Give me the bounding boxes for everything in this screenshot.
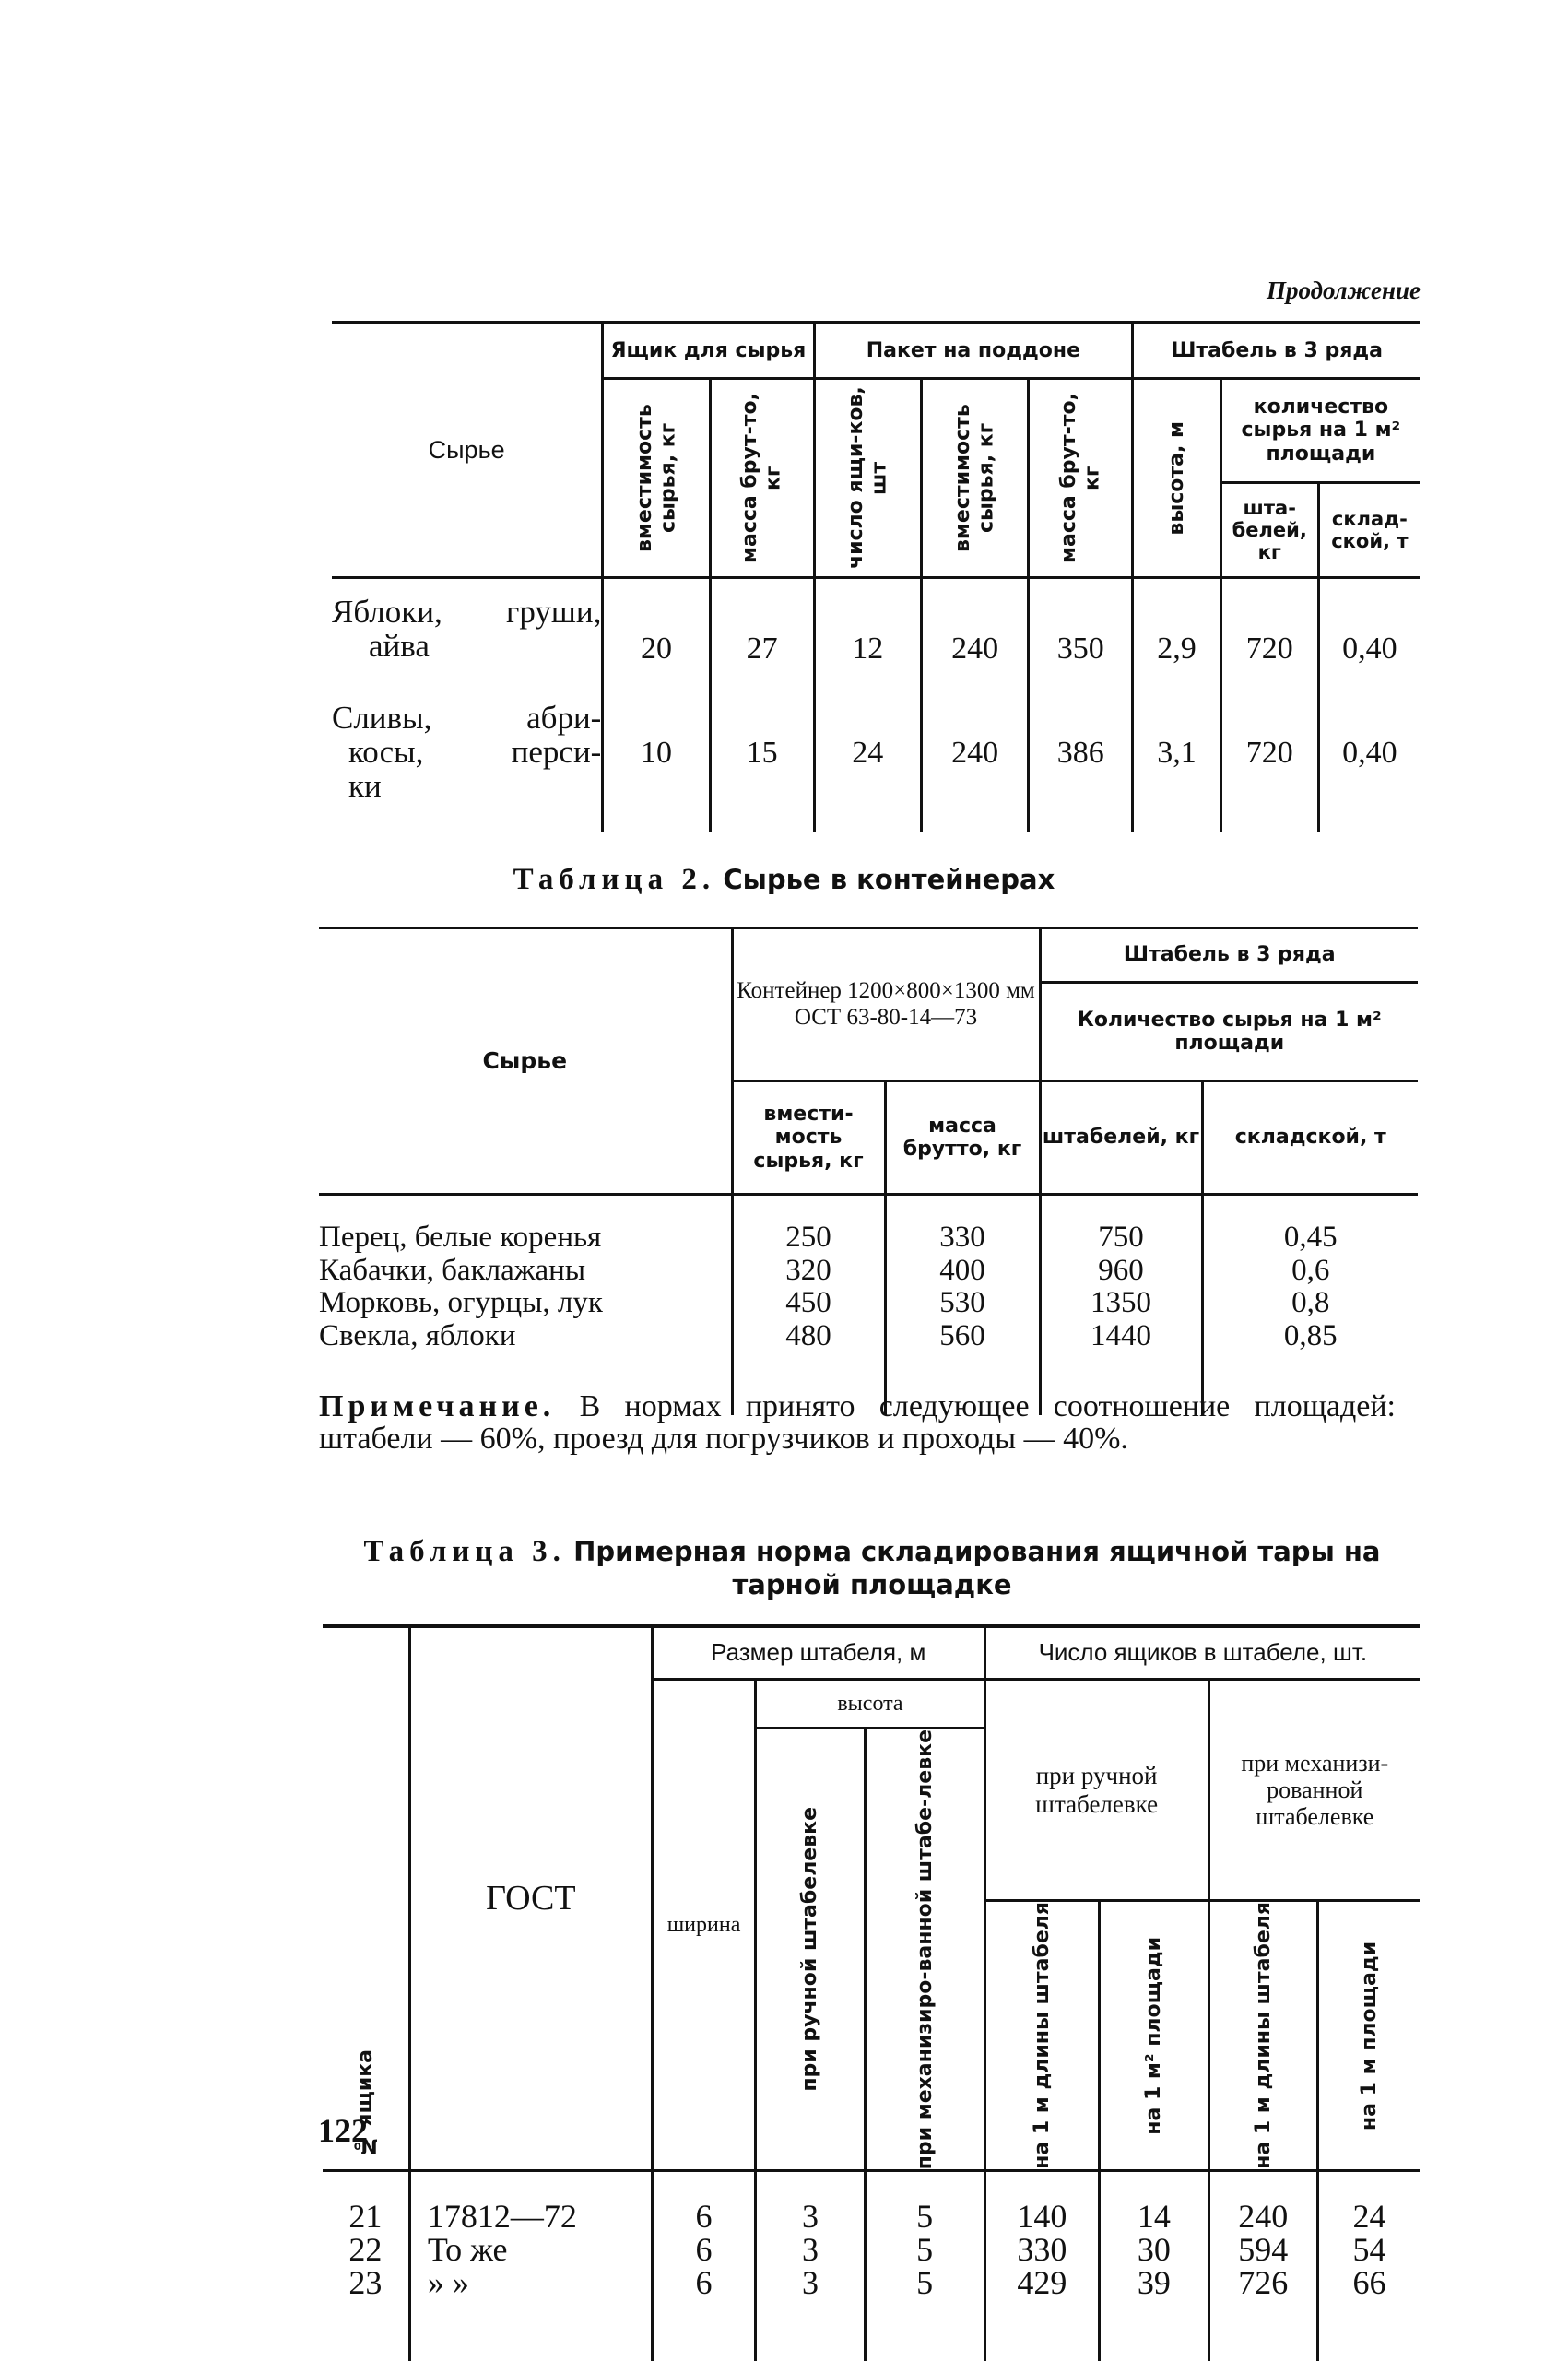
header-stacks: штабелей, кг xyxy=(1040,1081,1202,1195)
header-raw-material: Сырье xyxy=(332,323,603,578)
header-stack-group: Штабель в 3 ряда xyxy=(1133,323,1420,379)
cell-value: 24 xyxy=(814,702,921,805)
list-item: Морковь, огурцы, лук xyxy=(319,1286,603,1320)
header-size-group: Размер штабеля, м xyxy=(652,1626,984,1680)
header-storage: складской, т xyxy=(1202,1081,1418,1195)
header-gross: масса брутто, кг xyxy=(885,1081,1040,1195)
column-gost: 17812—72 То же » » xyxy=(409,2171,652,2361)
table3-title: Таблица 3. Примерная норма складирования ящичной тары на тарной площадке xyxy=(363,1535,1381,1601)
table-raw-material-boxes xyxy=(332,321,1420,832)
header-stack-height: высота, м xyxy=(1164,420,1188,536)
column-box-no: 21 22 23 xyxy=(348,2198,383,2302)
cell-value: 20 xyxy=(603,578,710,702)
header-gost: ГОСТ xyxy=(409,1626,652,2171)
header-per-1m2: на 1 м² площади xyxy=(1142,1937,1166,2135)
list-item: Перец, белые коренья xyxy=(319,1221,602,1254)
cell-value: 386 xyxy=(1029,702,1133,805)
header-pallet-boxes: число ящи-ков, шт xyxy=(843,386,891,570)
header-capacity: вмести-мость сырья, кг xyxy=(732,1081,885,1195)
column-names xyxy=(319,1195,732,1416)
cell-value: 0,40 xyxy=(1318,578,1420,702)
page-number: 122 xyxy=(318,2112,368,2149)
header-count-group: Число ящиков в штабеле, шт. xyxy=(984,1626,1420,1680)
row-name: Сливы, абри- косы, перси- ки xyxy=(332,700,602,804)
list-item: Свекла, яблоки xyxy=(319,1318,516,1352)
header-qty: Количество сырья на 1 м² площади xyxy=(1040,983,1418,1081)
cell-value: 720 xyxy=(1220,578,1318,702)
continuation-label: Продолжение xyxy=(1266,277,1421,304)
header-box-gross: масса брут-то, кг xyxy=(738,393,785,563)
header-container: Контейнер 1200×800×1300 мм ОСТ 63-80-14—73 xyxy=(732,928,1040,1081)
header-height-group: высота xyxy=(756,1680,984,1729)
cell-value: 10 xyxy=(603,702,710,805)
row-name: Яблоки, груши, айва xyxy=(332,594,602,664)
header-pallet-gross: масса брут-то, кг xyxy=(1056,393,1104,563)
table-containers xyxy=(319,927,1418,1415)
cell-value: 240 xyxy=(921,702,1028,805)
header-manual-height: при ручной штабелевке xyxy=(798,1807,822,2092)
header-box-group: Ящик для сырья xyxy=(603,323,814,379)
table-row xyxy=(332,702,1420,805)
column-width: 6 6 6 xyxy=(652,2171,755,2361)
column-manual-area: 14 30 39 xyxy=(1100,2171,1208,2361)
column-manual-height: 3 3 3 xyxy=(756,2171,865,2361)
header-stack-qty-storage: склад-ской, т xyxy=(1318,483,1420,578)
header-box-capacity: вместимость сырья, кг xyxy=(632,404,680,552)
table-row xyxy=(332,578,1420,702)
header-box-no: № ящика xyxy=(353,2049,377,2157)
cell-value: 2,9 xyxy=(1133,578,1221,702)
cell-value: 240 xyxy=(921,578,1028,702)
cell-value: 12 xyxy=(814,578,921,702)
table2-note: Примечание. В нормах принято следующее соотношение площадей: штабели — 60%, проезд для погрузчиков и проходы — 40%. xyxy=(319,1389,1397,1457)
header-manual-group: при ручной штабелевке xyxy=(984,1680,1208,1901)
column-stacks: 750 960 1350 1440 xyxy=(1040,1195,1202,1416)
column-mech-length: 240 594 726 xyxy=(1208,2171,1317,2361)
header-width: ширина xyxy=(652,1680,755,2171)
header-pallet-capacity: вместимость сырья, кг xyxy=(951,404,998,552)
column-mech-height: 5 5 5 xyxy=(865,2171,984,2361)
cell-value: 720 xyxy=(1220,702,1318,805)
column-storage: 0,45 0,6 0,8 0,85 xyxy=(1202,1195,1418,1416)
cell-value: 15 xyxy=(710,702,814,805)
header-pallet-group: Пакет на поддоне xyxy=(814,323,1133,379)
table2-title: Таблица 2. Сырье в контейнерах xyxy=(513,863,1055,896)
header-per-1m-length: на 1 м длины штабеля xyxy=(1030,1902,1054,2170)
header-per-1m-length-mech: на 1 м длины штабеля xyxy=(1251,1902,1275,2170)
header-per-1m-mech: на 1 м площади xyxy=(1357,1941,1381,2131)
cell-value: 3,1 xyxy=(1133,702,1221,805)
header-stack-qty-stacks: шта-белей, кг xyxy=(1220,483,1318,578)
header-raw-material: Сырье xyxy=(319,928,732,1195)
column-manual-length: 140 330 429 xyxy=(984,2171,1099,2361)
table-box-storage xyxy=(323,1624,1420,2361)
list-item: Кабачки, баклажаны xyxy=(319,1253,585,1287)
header-mech-group: при механизи-рованной штабелевке xyxy=(1208,1680,1420,1901)
column-capacity: 250 320 450 480 xyxy=(732,1195,885,1416)
cell-value: 350 xyxy=(1029,578,1133,702)
cell-value: 27 xyxy=(710,578,814,702)
header-stack-group: Штабель в 3 ряда xyxy=(1040,928,1418,983)
column-mech-area: 24 54 66 xyxy=(1318,2171,1421,2361)
header-mech-height: при механизиро-ванной штабе-левке xyxy=(913,1729,937,2170)
column-gross: 330 400 530 560 xyxy=(885,1195,1040,1416)
cell-value: 0,40 xyxy=(1318,702,1420,805)
header-stack-qty: количество сырья на 1 м² площади xyxy=(1220,379,1420,483)
